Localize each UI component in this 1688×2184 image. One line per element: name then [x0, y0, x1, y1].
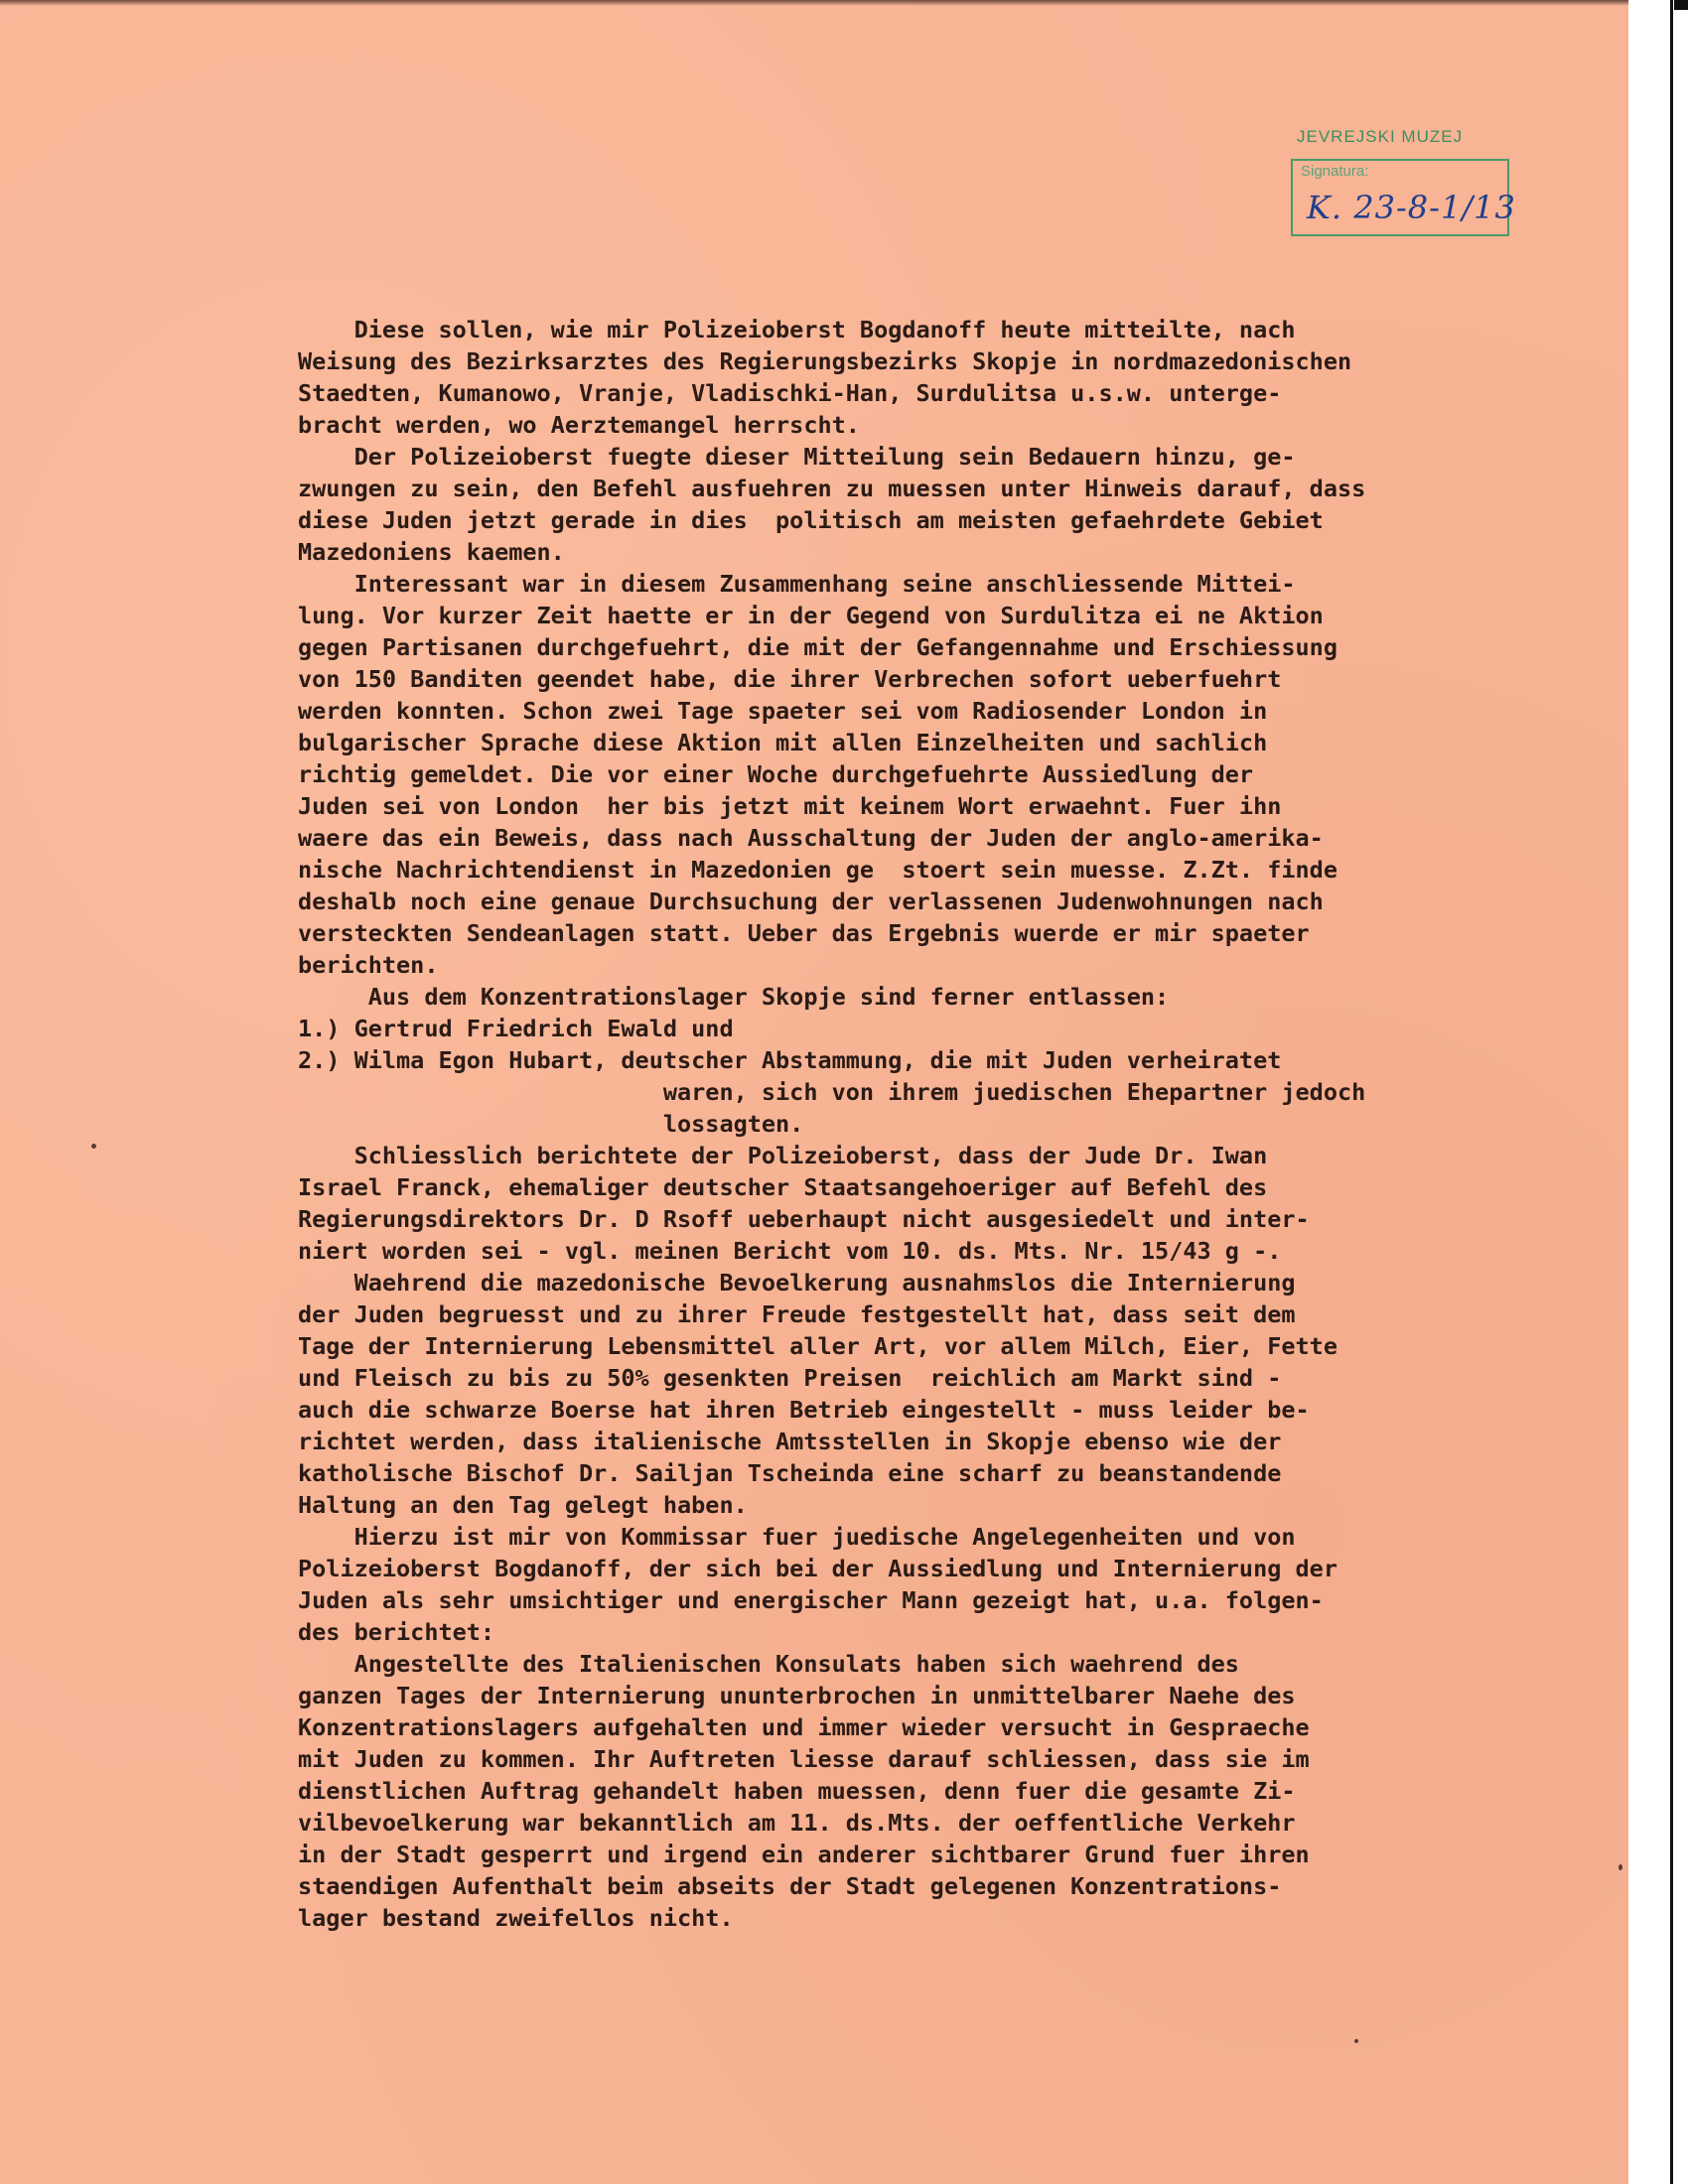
text-line: nische Nachrichtendienst in Mazedonien ge stoert sein muesse. Z.Zt. finde [298, 856, 1337, 884]
text-line: zwungen zu sein, den Befehl ausfuehren zu muessen unter Hinweis darauf, dass [298, 475, 1366, 502]
paper-speck [1618, 1864, 1622, 1870]
text-line: in der Stadt gesperrt und irgend ein anderer sichtbarer Grund fuer ihren [298, 1841, 1310, 1868]
text-line: berichten. [298, 951, 439, 979]
paper-speck [91, 1144, 96, 1149]
paper-speck [1354, 2039, 1358, 2043]
text-line: bulgarischer Sprache diese Aktion mit allen Einzelheiten und sachlich [298, 729, 1268, 756]
text-line: des berichtet: [298, 1618, 495, 1646]
text-line: Staedten, Kumanowo, Vranje, Vladischki-Han, Surdulitsa u.s.w. unterge- [298, 379, 1282, 407]
stamp-signature-box [1291, 159, 1516, 236]
text-line: Interessant war in diesem Zusammenhang seine anschliessende Mittei- [298, 570, 1296, 598]
text-line: Mazedoniens kaemen. [298, 538, 565, 566]
text-line: richtet werden, dass italienische Amtsstellen in Skopje ebenso wie der [298, 1428, 1282, 1455]
museum-stamp [1291, 121, 1519, 245]
text-line: Diese sollen, wie mir Polizeioberst Bogdanoff heute mitteilte, nach [298, 316, 1296, 343]
scan-corner-mark [1674, 0, 1688, 10]
text-line: vilbevoelkerung war bekanntlich am 11. ds.Mts. der oeffentliche Verkehr [298, 1809, 1296, 1837]
scan-border-line [1670, 0, 1673, 2184]
text-line: und Fleisch zu bis zu 50% gesenkten Preisen reichlich am Markt sind - [298, 1364, 1282, 1392]
text-line: diese Juden jetzt gerade in dies politisch am meisten gefaehrdete Gebiet [298, 506, 1324, 534]
text-line: auch die schwarze Boerse hat ihren Betrieb eingestellt - muss leider be- [298, 1396, 1310, 1424]
text-line: gegen Partisanen durchgefuehrt, die mit der Gefangennahme und Erschiessung [298, 633, 1337, 661]
text-line: werden konnten. Schon zwei Tage spaeter sei vom Radiosender London in [298, 697, 1268, 725]
text-line: versteckten Sendeanlagen statt. Ueber das Ergebnis wuerde er mir spaeter [298, 919, 1310, 947]
text-line: Weisung des Bezirksarztes des Regierungsbezirks Skopje in nordmazedonischen [298, 347, 1352, 375]
text-line: Angestellte des Italienischen Konsulats haben sich waehrend des [298, 1650, 1239, 1678]
typed-letter-body [298, 314, 1609, 1934]
text-line: staendigen Aufenthalt beim abseits der Stadt gelegenen Konzentrations- [298, 1872, 1282, 1900]
text-line: 1.) Gertrud Friedrich Ewald und [298, 1015, 734, 1042]
text-line: Tage der Internierung Lebensmittel aller Art, vor allem Milch, Eier, Fette [298, 1332, 1337, 1360]
text-line: richtig gemeldet. Die vor einer Woche durchgefuehrte Aussiedlung der [298, 760, 1254, 788]
text-line: katholische Bischof Dr. Sailjan Tscheinda eine scharf zu beanstandende [298, 1459, 1282, 1487]
stamp-signature: K. 23-8-1/13 [1307, 189, 1516, 226]
text-line: waren, sich von ihrem juedischen Ehepartner jedoch [298, 1078, 1366, 1106]
page-top-edge [0, 0, 1628, 6]
text-line: mit Juden zu kommen. Ihr Auftreten liesse darauf schliessen, dass sie im [298, 1745, 1310, 1773]
text-line: Juden als sehr umsichtiger und energischer Mann gezeigt hat, u.a. folgen- [298, 1586, 1324, 1614]
stamp-title: JEVREJSKI MUZEJ [1297, 127, 1464, 146]
text-line: Polizeioberst Bogdanoff, der sich bei der Aussiedlung und Internierung der [298, 1555, 1337, 1582]
text-line: lossagten. [298, 1110, 804, 1138]
text-line: lager bestand zweifellos nicht. [298, 1904, 734, 1932]
text-line: Konzentrationslagers aufgehalten und immer wieder versucht in Gespraeche [298, 1713, 1310, 1741]
text-line: Haltung an den Tag gelegt haben. [298, 1491, 748, 1519]
text-line: der Juden begruesst und zu ihrer Freude festgestellt hat, dass seit dem [298, 1300, 1296, 1328]
text-line: Juden sei von London her bis jetzt mit keinem Wort erwaehnt. Fuer ihn [298, 792, 1282, 820]
text-line: Waehrend die mazedonische Bevoelkerung ausnahmslos die Internierung [298, 1269, 1296, 1297]
text-line: Aus dem Konzentrationslager Skopje sind ferner entlassen: [298, 983, 1170, 1011]
text-line: 2.) Wilma Egon Hubart, deutscher Abstammung, die mit Juden verheiratet [298, 1046, 1282, 1074]
scan-margin [1628, 0, 1688, 2184]
text-line: dienstlichen Auftrag gehandelt haben muessen, denn fuer die gesamte Zi- [298, 1777, 1296, 1805]
text-line: Israel Franck, ehemaliger deutscher Staatsangehoeriger auf Befehl des [298, 1173, 1268, 1201]
text-line: Der Polizeioberst fuegte dieser Mitteilung sein Bedauern hinzu, ge- [298, 443, 1296, 471]
text-line: Regierungsdirektors Dr. D Rsoff ueberhaupt nicht ausgesiedelt und inter- [298, 1205, 1310, 1233]
text-line: ganzen Tages der Internierung ununterbrochen in unmittelbarer Naehe des [298, 1682, 1296, 1709]
text-line: lung. Vor kurzer Zeit haette er in der Gegend von Surdulitza ei ne Aktion [298, 602, 1324, 629]
text-line: von 150 Banditen geendet habe, die ihrer Verbrechen sofort ueberfuehrt [298, 665, 1282, 693]
text-line: bracht werden, wo Aerztemangel herrscht. [298, 411, 860, 439]
text-line: niert worden sei - vgl. meinen Bericht vom 10. ds. Mts. Nr. 15/43 g -. [298, 1237, 1282, 1265]
text-line: Hierzu ist mir von Kommissar fuer juedische Angelegenheiten und von [298, 1523, 1296, 1551]
text-line: deshalb noch eine genaue Durchsuchung der verlassenen Judenwohnungen nach [298, 887, 1324, 915]
text-line: Schliesslich berichtete der Polizeioberst, dass der Jude Dr. Iwan [298, 1142, 1268, 1169]
stamp-label: Signatura: [1301, 163, 1369, 180]
text-line: waere das ein Beweis, dass nach Ausschaltung der Juden der anglo-amerika- [298, 824, 1324, 852]
